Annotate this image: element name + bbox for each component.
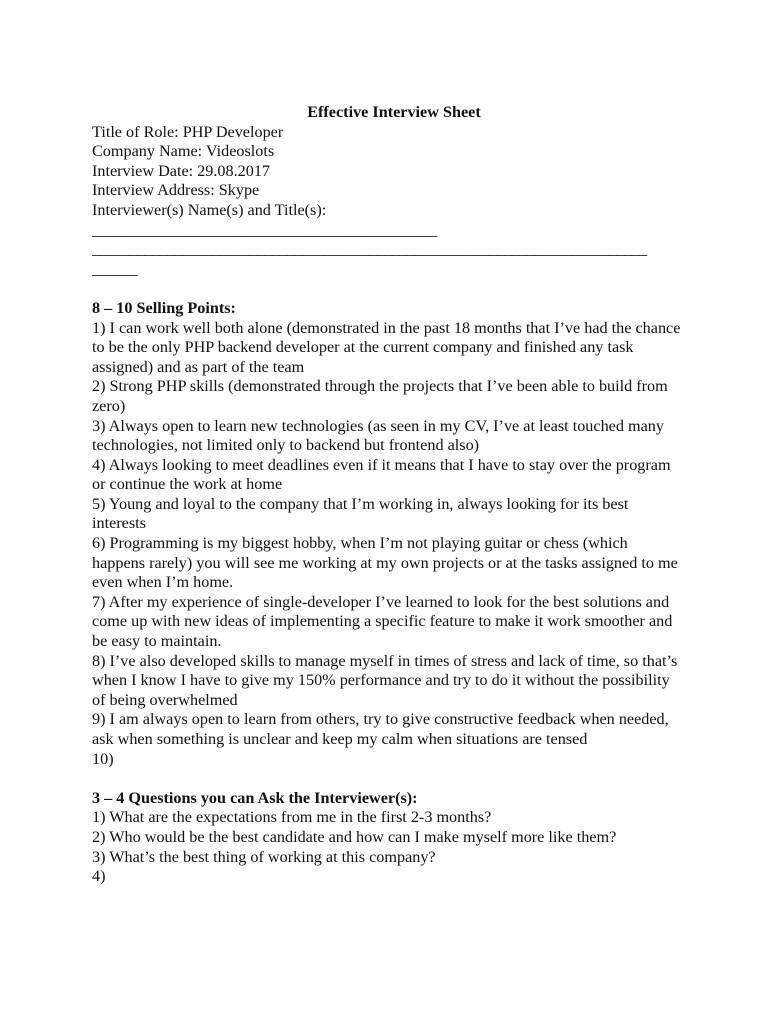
question-item: 3) What’s the best thing of working at this company? — [92, 847, 436, 866]
selling-point: 8) I’ve also developed skills to manage myself in times of stress and lack of time, so that’s when I know I have to give my 150% performance and try to do it without the possibility of being overwhelmed — [92, 651, 678, 709]
selling-point: 7) After my experience of single-developer I’ve learned to look for the best solutions and come up with new ideas of implementing a specific feature to make it work smoother and be easy to maintain. — [92, 592, 673, 651]
selling-point: 9) I am always open to learn from others, try to give constructive feedback when needed, ask when something is unclear and keep my calm when situations are tensed — [92, 710, 669, 748]
document-title: Effective Interview Sheet — [307, 103, 481, 121]
section-gap — [92, 769, 682, 789]
section-gap — [92, 279, 682, 299]
field-date: Interview Date: 29.08.2017 — [92, 161, 271, 180]
questions-heading: 3 – 4 Questions you can Ask the Interviewer(s): — [92, 788, 418, 807]
field-role: Title of Role: PHP Developer — [92, 122, 284, 141]
question-item: 4) — [92, 867, 106, 886]
field-company: Company Name: Videoslots — [92, 142, 275, 161]
blank-line-3: ______ — [92, 259, 137, 278]
blank-line-2: __________________________________________________________________________ — [92, 240, 647, 259]
field-address: Interview Address: Skype — [92, 181, 260, 200]
field-interviewers: Interviewer(s) Name(s) and Title(s): — [92, 200, 327, 219]
selling-point: 3) Always open to learn new technologies (as seen in my CV, I’ve at least touched many technologies, not limited only to backend but frontend also) — [92, 416, 664, 455]
selling-point: 5) Young and loyal to the company that I’m working in, always looking for its best interests — [92, 494, 629, 533]
selling-point: 4) Always looking to meet deadlines even if it means that I have to stay over the program or continue the work at home — [92, 455, 671, 494]
question-item: 1) What are the expectations from me in the first 2-3 months? — [92, 808, 492, 827]
selling-point: 1) I can work well both alone (demonstrated in the past 18 months that I’ve had the chance to be the only PHP backend developer at the current company and finished any task assigned) and as part of the team — [92, 318, 681, 376]
selling-points-heading: 8 – 10 Selling Points: — [92, 298, 236, 317]
selling-point: 2) Strong PHP skills (demonstrated through the projects that I’ve been able to build from zero) — [92, 377, 668, 415]
selling-point: 10) — [92, 749, 114, 768]
question-item: 2) Who would be the best candidate and how can I make myself more like them? — [92, 827, 617, 846]
blank-line-1: ______________________________________________ — [92, 220, 437, 239]
selling-point: 6) Programming is my biggest hobby, when I’m not playing guitar or chess (which happens rarely) you will see me working at my own projects or at the tasks assigned to me even when I’m home. — [92, 534, 678, 592]
document-page — [92, 103, 682, 887]
